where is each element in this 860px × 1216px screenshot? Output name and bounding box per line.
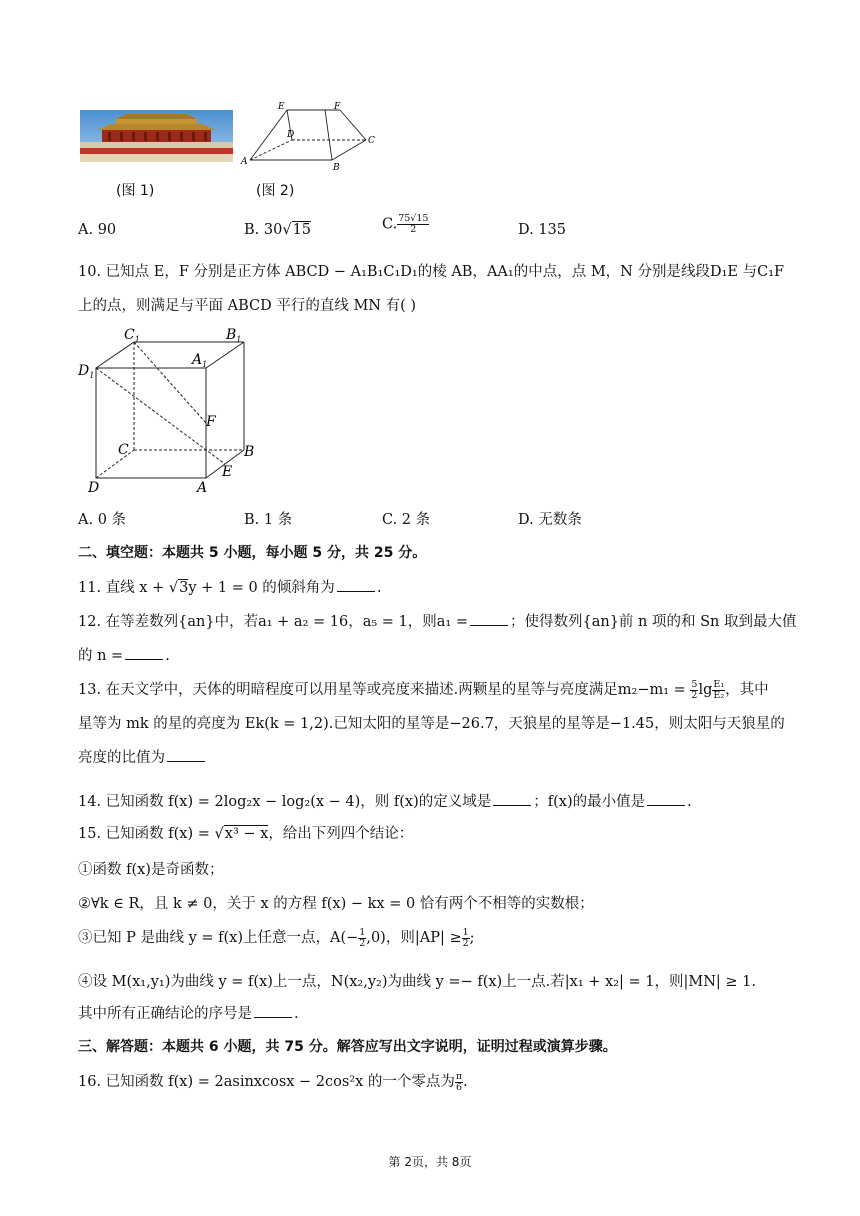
q9-option-a: A. 90 [78,222,117,238]
q15-conclusion-1: ①函数 f(x)是奇函数； [78,862,224,878]
q13-line-2: 星等为 mk 的星的亮度为 Ek(k = 1,2).已知太阳的星等是−26.7，天狼星的星等是−1.45，则太阳与天狼星的 [78,716,785,732]
q9-option-d: D. 135 [518,222,567,238]
q10-option-d: D. 无数条 [518,512,582,528]
cube-label-a: A [197,480,208,496]
q15-conclusion-4: ④设 M(x₁,y₁)为曲线 y = f(x)上一点，N(x₂,y₂)为曲线 y =− f(x)上一点.若|x₁ + x₂| = 1，则|MN| ≥ 1. [78,974,757,990]
cube-label-c: C [118,442,129,458]
fig2-label-c: C [368,136,375,146]
q10-option-a: A. 0 条 [78,512,127,528]
q10-option-c: C. 2 条 [382,512,431,528]
q11: 11. 直线 x + √3y + 1 = 0 的倾斜角为 . [78,580,382,596]
cube-label-f: F [206,414,216,430]
q9-option-b: B. 30√15 [244,222,312,238]
cube-figure [76,320,266,496]
fig2-label-e: E [278,102,285,112]
fig2-label-d: D [287,130,295,140]
figure-2-caption: (图 2) [256,183,295,199]
q10-line-1: 10. 已知点 E，F 分别是正方体 ABCD − A₁B₁C₁D₁的棱 AB，AA₁的中点，点 M，N 分别是线段D₁E 与C₁F [78,264,785,280]
q10-line-2: 上的点，则满足与平面 ABCD 平行的直线 MN 有( ) [78,298,417,314]
cube-label-c1: $C_1$ [124,327,140,344]
q10-option-b: B. 1 条 [244,512,293,528]
q12-line-1: 12. 在等差数列{an}中，若a₁ + a₂ = 16，a₅ = 1，则a₁ = ；使得数列{an}前 n 项的和 Sn 取到最大值 [78,614,797,630]
cube-label-a1: $A_1$ [192,352,208,369]
q9-option-c: C. $\frac{75√15}{2}$ [382,213,429,235]
q12-line-2: 的 n = . [78,648,170,664]
palace-photo [80,110,233,162]
q14: 14. 已知函数 f(x) = 2log₂x − log₂(x − 4)，则 f(x)的定义域是 ；f(x)的最小值是 . [78,794,692,810]
q15-conclusion-2: ②∀k ∈ R，且 k ≠ 0，关于 x 的方程 f(x) − kx = 0 恰有两个不相等的实数根； [78,896,594,912]
cube-label-d: D [88,480,100,496]
section-3-heading: 三、解答题：本题共 6 小题，共 75 分。解答应写出文字说明，证明过程或演算步骤。 [78,1039,617,1055]
fig2-label-b: B [333,163,340,172]
cube-label-b: B [244,444,255,460]
q13-line-1: 13. 在天文学中，天体的明暗程度可以用星等或亮度来描述.两颗星的星等与亮度满足m₂−m₁ = $\frac{5}{2}$ lg $\frac{\text{E₁}}{\text{E₂}}$ ，其中 [78,678,769,701]
cube-label-d1: $D_1$ [78,363,95,380]
figure-1-caption: (图 1) [116,183,155,199]
cube-label-b1: $B_1$ [226,327,242,344]
q15-final: 其中所有正确结论的序号是 . [78,1006,299,1022]
q13-line-3: 亮度的比值为 [78,746,207,767]
fig2-label-f: F [334,102,341,112]
geometry-figure-2 [240,100,380,172]
page-footer: 第 2页，共 8页 [388,1155,472,1169]
cube-label-e: E [222,464,233,480]
section-2-heading: 二、填空题：本题共 5 小题，每小题 5 分，共 25 分。 [78,545,427,561]
q15-stem: 15. 已知函数 f(x) = √x³ − x，给出下列四个结论： [78,826,414,842]
q15-conclusion-3: ③已知 P 是曲线 y = f(x)上任意一点，A(− $\frac{1}{2}$ ,0)，则|AP| ≥ $\frac{1}{2}$ ; [78,926,475,949]
fig2-label-a: A [241,157,248,167]
q16: 16. 已知函数 f(x) = 2asinxcosx − 2cos²x 的一个零点为 $\frac{\pi}{6}$ . [78,1070,468,1093]
